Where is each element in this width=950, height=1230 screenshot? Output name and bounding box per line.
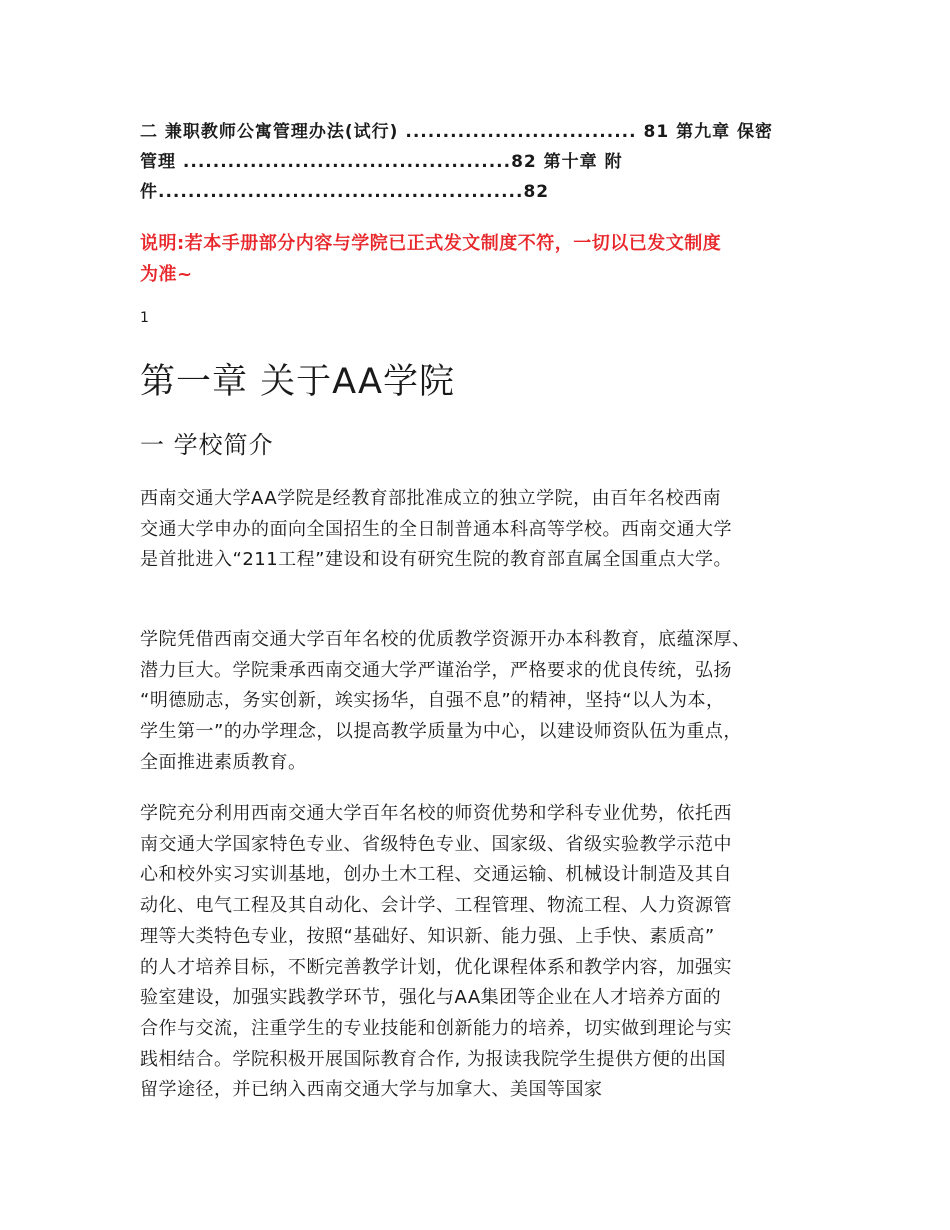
paragraph-line: 西南交通大学AA学院是经教育部批准成立的独立学院，由百年名校西南 (140, 488, 722, 509)
page-number: 1 (140, 310, 149, 326)
paragraph-line: “明德励志，务实创新，竢实扬华，自强不息”的精神，坚持“以人为本， (140, 690, 725, 712)
paragraph-line: 理等大类特色专业，按照“基础好、知识新、能力强、上手快、素质高” (140, 925, 715, 947)
paragraph-line: 的人才培养目标，不断完善教学计划，优化课程体系和教学内容，加强实 (140, 956, 732, 978)
paragraph-line: 学生第一”的办学理念，以提高教学质量为中心，以建设师资队伍为重点， (140, 721, 742, 743)
paragraph-line: 合作与交流，注重学生的专业技能和创新能力的培养，切实做到理论与实 (140, 1017, 732, 1039)
paragraph-line: 潜力巨大。学院秉承西南交通大学严谨治学，严格要求的优良传统，弘扬 (140, 659, 732, 681)
paragraph (140, 484, 835, 576)
toc-line: 管理 ............................................82 第十章 附 (140, 152, 623, 172)
paragraph-line: 学院充分利用西南交通大学百年名校的师资优势和学科专业优势，依托西 (140, 803, 732, 824)
note-line: 为准~ (140, 264, 193, 285)
paragraph (140, 799, 835, 1106)
paragraph-line: 全面推进素质教育。 (140, 751, 307, 773)
toc-line: 二 兼职教师公寓管理办法(试行) ............................... 81 第九章 保密 (140, 122, 773, 142)
paragraph-line: 是首批进入“211工程”建设和设有研究生院的教育部直属全国重点大学。 (140, 549, 733, 571)
note-line: 说明:若本手册部分内容与学院已正式发文制度不符，一切以已发文制度 (140, 233, 722, 254)
toc-line: 件.................................................82 (140, 182, 550, 202)
paragraph-line: 学院凭借西南交通大学百年名校的优质教学资源开办本科教育，底蕴深厚、 (140, 629, 751, 650)
paragraph-line: 践相结合。学院积极开展国际教育合作, 为报读我院学生提供方便的出国 (140, 1048, 726, 1070)
disclaimer-note (140, 228, 820, 290)
paragraph-line: 留学途径，并已纳入西南交通大学与加拿大、美国等国家 (140, 1079, 603, 1101)
paragraph (140, 625, 835, 779)
section-title: 一 学校简介 (140, 431, 274, 459)
paragraph-line: 交通大学申办的面向全国招生的全日制普通本科高等学校。西南交通大学 (140, 518, 732, 540)
paragraph-line: 南交通大学国家特色专业、省级特色专业、国家级、省级实验教学示范中 (140, 833, 732, 855)
paragraph-line: 心和校外实习实训基地，创办土木工程、交通运输、机械设计制造及其自 (140, 864, 732, 886)
paragraph-line: 验室建设，加强实践教学环节，强化与AA集团等企业在人才培养方面的 (140, 987, 722, 1009)
chapter-title: 第一章 关于AA学院 (140, 362, 455, 402)
paragraph-line: 动化、电气工程及其自动化、会计学、工程管理、物流工程、人力资源管 (140, 895, 732, 917)
